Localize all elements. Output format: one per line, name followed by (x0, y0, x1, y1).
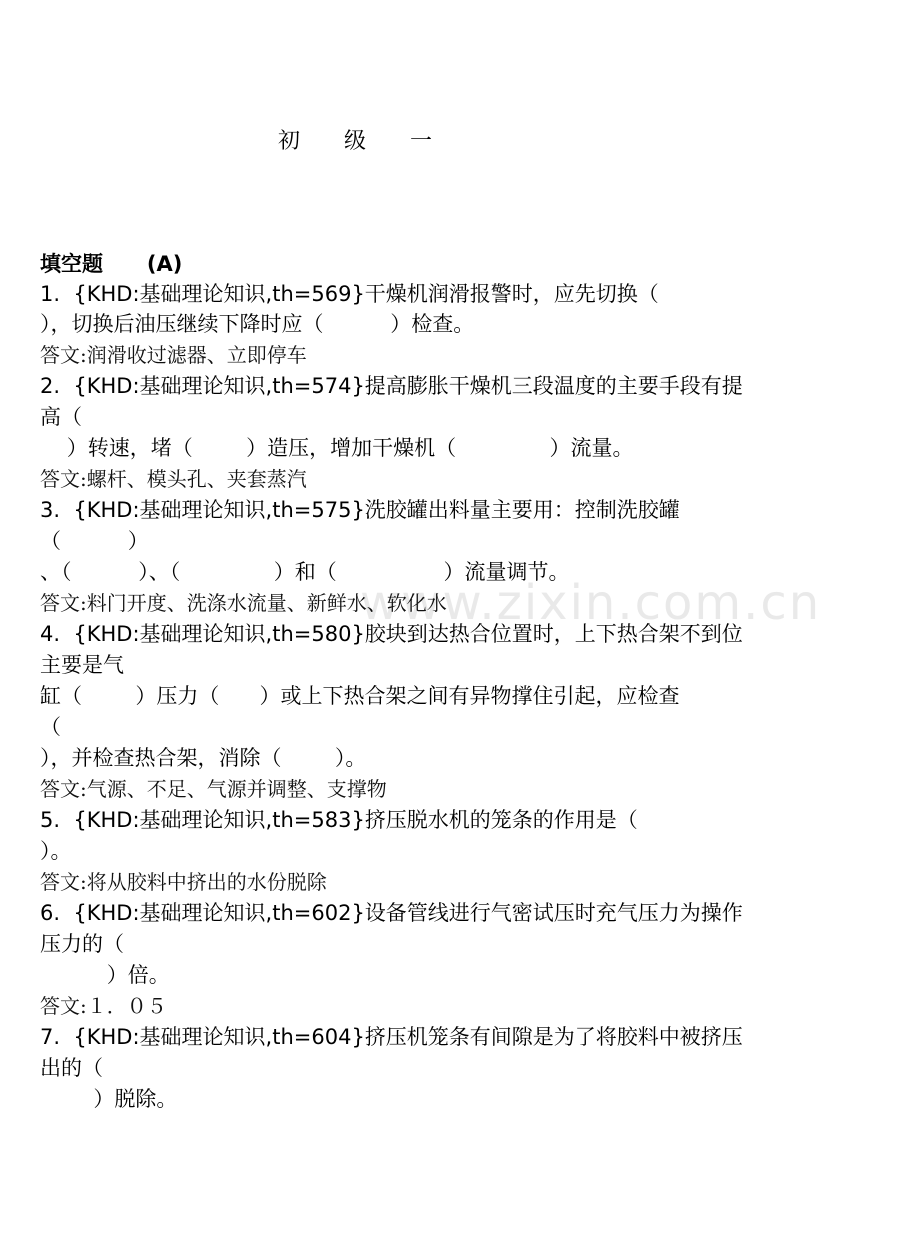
section-heading: 填空题 (A) (40, 252, 183, 276)
q1-line-1: 1. {KHD:基础理论知识,th=569}干燥机润滑报警时，应先切换（ (40, 282, 659, 306)
q6-line-1: 6. {KHD:基础理论知识,th=602}设备管线进行气密试压时充气压力为操作 (40, 901, 743, 925)
q7-line-3: ）脱除。 (40, 1087, 178, 1111)
q7-line-1: 7. {KHD:基础理论知识,th=604}挤压机笼条有间隙是为了将胶料中被挤压 (40, 1025, 743, 1049)
q2-line-1: 2. {KHD:基础理论知识,th=574}提高膨胀干燥机三段温度的主要手段有提 (40, 374, 743, 398)
q1-line-2: ），切换后油压继续下降时应（ ）检查。 (40, 312, 475, 336)
q4-line-5: ），并检查热合架，消除（ ）。 (40, 746, 367, 770)
q4-line-4: （ (40, 715, 61, 739)
q4-answer: 答文:气源、不足、气源并调整、支撑物 (40, 777, 387, 801)
q3-line-3: 、（ ）、（ ）和（ ）流量调节。 (40, 560, 570, 584)
q5-line-2: ）。 (40, 839, 72, 863)
q2-line-2: 高（ (40, 405, 82, 429)
q1-answer: 答文:润滑收过滤器、立即停车 (40, 343, 307, 367)
q7-line-2: 出的（ (40, 1056, 103, 1080)
q2-answer: 答文:螺杆、模头孔、夹套蒸汽 (40, 467, 307, 491)
watermark: www.zixin.com.cn (360, 575, 822, 631)
q6-line-2: 压力的（ (40, 932, 124, 956)
q5-answer: 答文:将从胶料中挤出的水份脱除 (40, 870, 327, 894)
q2-line-3: ）转速，堵（ ）造压，增加干燥机（ ）流量。 (40, 436, 634, 460)
q3-line-2: （ ） (40, 529, 149, 553)
q4-line-1: 4. {KHD:基础理论知识,th=580}胶块到达热合位置时，上下热合架不到位 (40, 622, 743, 646)
q3-answer: 答文:料门开度、洗涤水流量、新鲜水、软化水 (40, 591, 447, 615)
document-title: 初 级 一 (278, 129, 442, 154)
q4-line-3: 缸（ ）压力（ ）或上下热合架之间有异物撑住引起，应检查 (40, 684, 680, 708)
q4-line-2: 主要是气 (40, 653, 124, 677)
q6-answer: 答文:１．０５ (40, 994, 167, 1018)
q3-line-1: 3. {KHD:基础理论知识,th=575}洗胶罐出料量主要用：控制洗胶罐 (40, 498, 680, 522)
q6-line-3: ）倍。 (40, 963, 170, 987)
q5-line-1: 5. {KHD:基础理论知识,th=583}挤压脱水机的笼条的作用是（ (40, 808, 638, 832)
